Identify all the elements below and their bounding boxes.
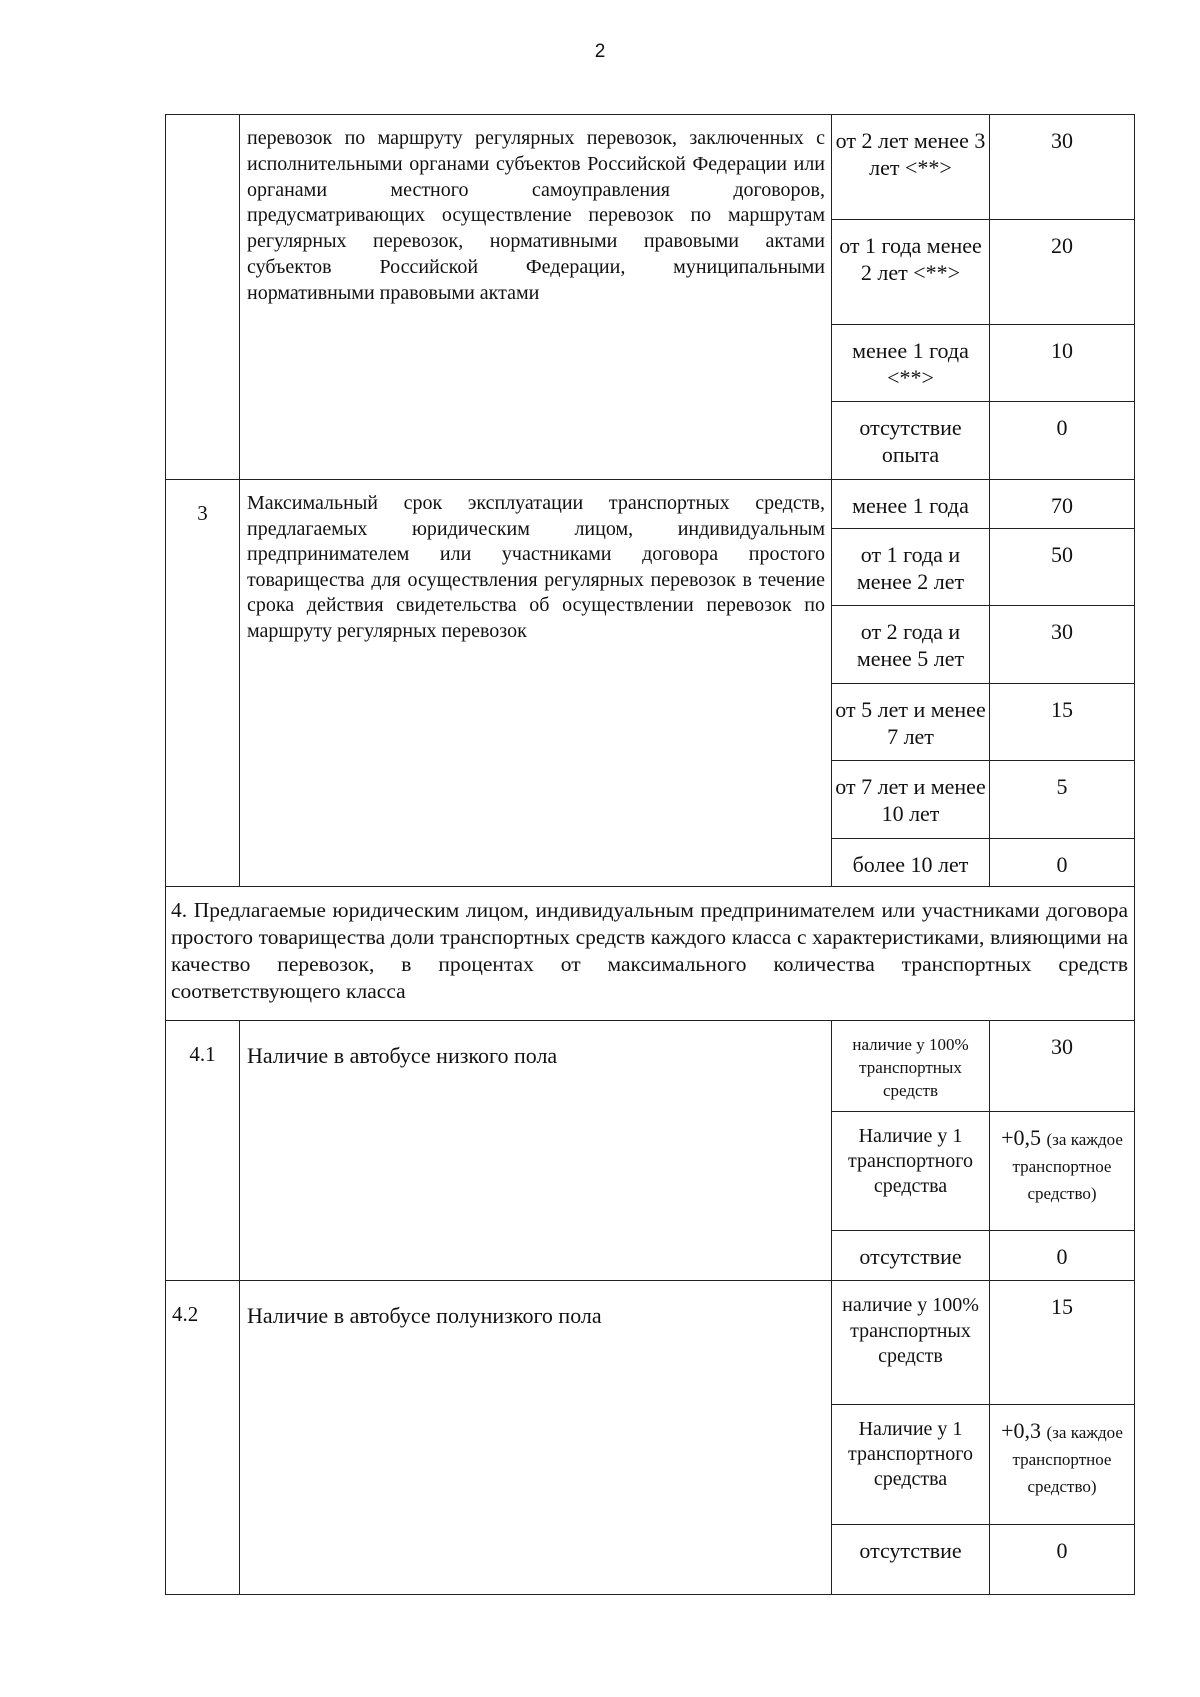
option-points: 0 bbox=[990, 1231, 1135, 1281]
option-points: 0 bbox=[990, 402, 1135, 480]
option-value: Наличие у 1 транспортного средства bbox=[832, 1405, 990, 1525]
option-value: наличие у 100% транспортных средств bbox=[832, 1281, 990, 1405]
option-points: +0,3 bbox=[1001, 1418, 1042, 1443]
option-value: от 2 лет менее 3 лет <**> bbox=[832, 115, 990, 220]
option-value: наличие у 100% транспортных средств bbox=[832, 1021, 990, 1112]
row-number: 4.2 bbox=[166, 1281, 240, 1595]
option-points: 15 bbox=[990, 684, 1135, 761]
criteria-table bbox=[165, 114, 1135, 1595]
option-points: 0 bbox=[990, 839, 1135, 887]
option-value: отсутствие bbox=[832, 1231, 990, 1281]
table-row bbox=[166, 887, 1135, 1021]
option-value: отсутствие опыта bbox=[832, 402, 990, 480]
option-value: от 1 года и менее 2 лет bbox=[832, 529, 990, 606]
criterion-description: перевозок по маршруту регулярных перевозок, заключенных с исполнительными органами субъектов Российской Федерации или органами местного самоуправления договоров, предусматривающих осуществление перевозок по маршрутам регулярных перевозок, нормативными правовыми актами субъектов Российской Федерации, муниципальными нормативными правовыми актами bbox=[240, 115, 832, 480]
section-heading: 4. Предлагаемые юридическим лицом, индивидуальным предпринимателем или участниками договора простого товарищества доли транспортных средств каждого класса с характеристиками, влияющими на качество перевозок, в процентах от максимального количества транспортных средств соответствующего класса bbox=[166, 887, 1135, 1021]
option-points: 20 bbox=[990, 220, 1135, 325]
option-points: 10 bbox=[990, 325, 1135, 402]
option-points: 0 bbox=[990, 1525, 1135, 1595]
option-points-cell bbox=[990, 1112, 1135, 1231]
option-points-cell bbox=[990, 1405, 1135, 1525]
option-value: менее 1 года bbox=[832, 480, 990, 529]
table-row bbox=[166, 480, 1135, 529]
row-number: 3 bbox=[166, 480, 240, 887]
option-points-note: (за каждое транспортное средство) bbox=[1012, 1423, 1123, 1496]
option-value: отсутствие bbox=[832, 1525, 990, 1595]
page-number: 2 bbox=[594, 41, 606, 62]
option-value: от 5 лет и менее 7 лет bbox=[832, 684, 990, 761]
option-points: 30 bbox=[990, 115, 1135, 220]
option-points: 50 bbox=[990, 529, 1135, 606]
option-value: от 1 года менее 2 лет <**> bbox=[832, 220, 990, 325]
row-number: 4.1 bbox=[166, 1021, 240, 1281]
criterion-description: Максимальный срок эксплуатации транспортных средств, предлагаемых юридическим лицом, индивидуальным предпринимателем или участниками договора простого товарищества для осуществления регулярных перевозок в течение срока действия свидетельства об осуществлении перевозок по маршруту регулярных перевозок bbox=[240, 480, 832, 887]
table-row bbox=[166, 1021, 1135, 1112]
table-row bbox=[166, 115, 1135, 220]
option-points: 30 bbox=[990, 606, 1135, 684]
option-points: 5 bbox=[990, 761, 1135, 839]
option-points: +0,5 bbox=[1001, 1125, 1042, 1150]
criterion-description: Наличие в автобусе полунизкого пола bbox=[240, 1281, 832, 1595]
row-number-cell bbox=[166, 115, 240, 480]
option-points-note: (за каждое транспортное средство) bbox=[1012, 1130, 1123, 1203]
table-row bbox=[166, 1281, 1135, 1405]
criterion-description: Наличие в автобусе низкого пола bbox=[240, 1021, 832, 1281]
option-value: от 7 лет и менее 10 лет bbox=[832, 761, 990, 839]
option-value: от 2 года и менее 5 лет bbox=[832, 606, 990, 684]
option-points: 30 bbox=[990, 1021, 1135, 1112]
option-points: 15 bbox=[990, 1281, 1135, 1405]
option-value: менее 1 года <**> bbox=[832, 325, 990, 402]
option-points: 70 bbox=[990, 480, 1135, 529]
option-value: Наличие у 1 транспортного средства bbox=[832, 1112, 990, 1231]
option-value: более 10 лет bbox=[832, 839, 990, 887]
